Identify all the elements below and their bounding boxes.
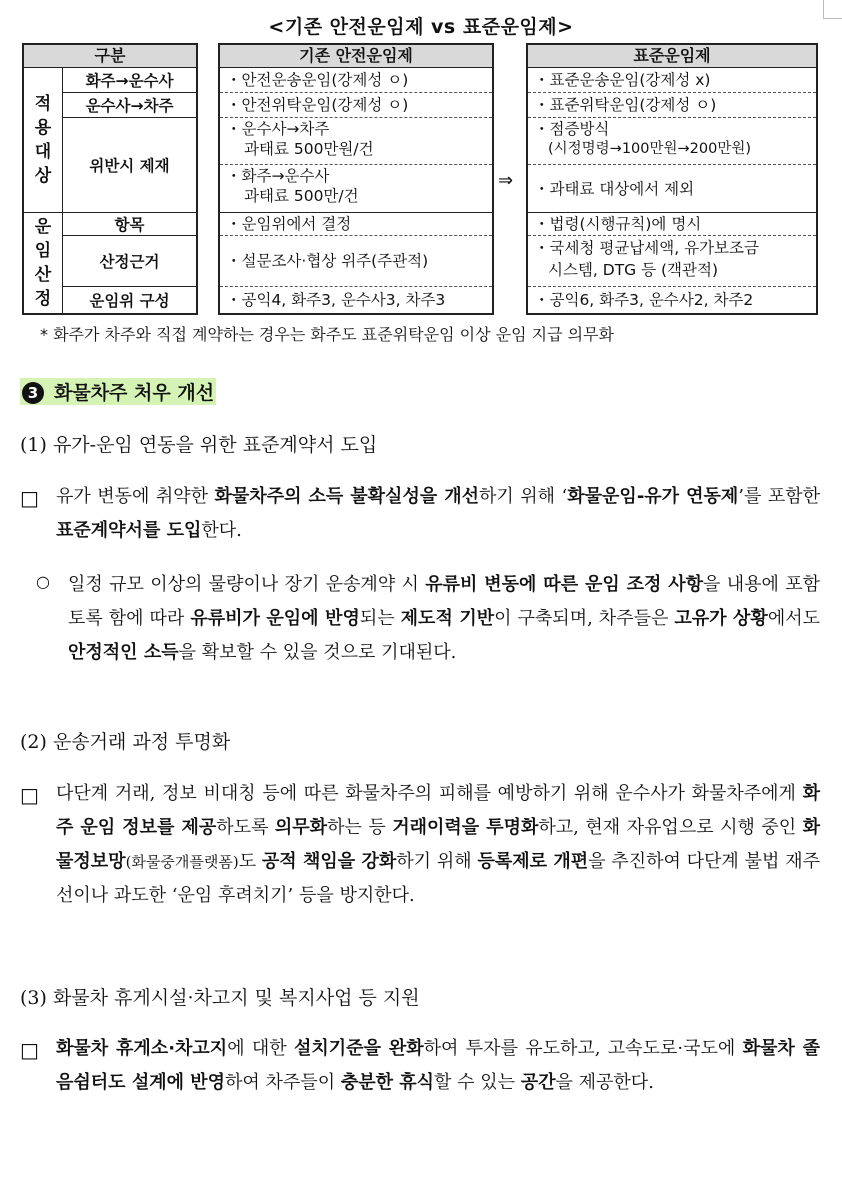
sub-2-title: (2) 운송거래 과정 투명화 — [20, 731, 231, 753]
new-r5-l2: 시스템, DTG 등 (객관적) — [548, 261, 719, 279]
old-r2: ・안전위탁운임(강제성 ㅇ) — [226, 96, 409, 114]
new-r2: ・표준위탁운임(강제성 ㅇ) — [534, 96, 717, 114]
header-old: 기존 안전운임제 — [220, 45, 492, 68]
old-r3a-l1: ・운수사→차주 — [226, 120, 330, 138]
square-bullet-icon: □ — [20, 1038, 39, 1062]
section-3-heading — [20, 378, 216, 405]
old-r6: ・공익4, 화주3, 운수사3, 차주3 — [226, 291, 446, 309]
old-r5: ・설문조사·협상 위주(주관적) — [226, 252, 429, 270]
group-fare: 운 임 산 정 — [34, 217, 52, 309]
old-r3b-l2: 과태료 500만/건 — [244, 187, 359, 205]
new-r3a-l1: ・점증방식 — [534, 120, 610, 138]
new-r5-l1: ・국세청 평균납세액, 유가보조금 — [534, 239, 759, 257]
new-r5 — [528, 237, 759, 281]
new-r3a-l2: (시정명령→100만원→200만원) — [548, 141, 752, 157]
sub-2-para-1: 다단계 거래, 정보 비대칭 등에 따른 화물차주의 피해를 예방하기 위해 운수사가 화물차주에게 화주 운임 정보를 제공하도록 의무화하는 등 거래이력을 투명화하고, 현재 자유업으로 시행 중인 화물정보망(화물중개플랫폼)도 공적 책임을 강화하기 위해 등록제로 개편을 추진하여 다단계 불법 재주선이나 과도한 ‘운임 후려치기’ 등을 방지한다. — [56, 783, 821, 906]
new-r6: ・공익6, 화주3, 운수사2, 차주2 — [534, 291, 754, 309]
table-title: <기존 안전운임제 vs 표준운임제> — [268, 16, 574, 38]
new-r3b: ・과태료 대상에서 제외 — [534, 179, 695, 198]
row-label-5: 산정근거 — [99, 253, 160, 271]
square-bullet-icon: □ — [20, 783, 39, 807]
old-r3a — [220, 119, 374, 159]
new-r1: ・표준운송운임(강제성 x) — [534, 70, 711, 89]
table-note: * 화주가 차주와 직접 계약하는 경우는 화주도 표준위탁운임 이상 운임 지급 의무화 — [40, 325, 614, 344]
row-label-3: 위반시 제재 — [89, 157, 170, 175]
table-new — [526, 43, 818, 315]
sub-1-para-1: 유가 변동에 취약한 화물차주의 소득 불확실성을 개선하기 위해 ‘화물운임-유가 연동제’를 포함한 표준계약서를 도입한다. — [56, 486, 820, 541]
sub-3-title: (3) 화물차 휴게시설·차고지 및 복지사업 등 지원 — [20, 987, 420, 1009]
table-old — [218, 43, 494, 315]
new-r4: ・법령(시행규칙)에 명시 — [534, 215, 702, 233]
arrow-icon: ⇒ — [498, 170, 514, 191]
group-scope: 적 용 대 상 — [34, 93, 52, 186]
circle-bullet-icon: ○ — [36, 572, 50, 591]
sub-3-para-1: 화물차 휴게소·차고지에 대한 설치기준을 완화하여 투자를 유도하고, 고속도로·국도에 화물차 졸음쉼터도 설계에 반영하여 차주들이 충분한 휴식할 수 있는 공간을 제공한다. — [56, 1038, 820, 1093]
sub-1-title: (1) 유가-운임 연동을 위한 표준계약서 도입 — [20, 434, 378, 456]
table-gubun — [22, 43, 198, 315]
header-gubun: 구분 — [24, 45, 196, 68]
new-r3a — [528, 119, 751, 159]
section-number-badge: 3 — [22, 382, 44, 404]
old-r3b — [220, 166, 359, 206]
row-label-1: 화주→운수사 — [85, 71, 174, 90]
sub-1-para-2: 일정 규모 이상의 물량이나 장기 운송계약 시 유류비 변동에 따른 운임 조정 사항을 내용에 포함토록 함에 따라 유류비가 운임에 반영되는 제도적 기반이 구축되며, 차주들은 고유가 상황에서도 안정적인 소득을 확보할 수 있을 것으로 기대된다. — [68, 574, 821, 663]
old-r4: ・운임위에서 결정 — [226, 215, 352, 233]
header-new: 표준운임제 — [528, 45, 816, 68]
row-label-4: 항목 — [114, 216, 145, 234]
old-r1: ・안전운송운임(강제성 ㅇ) — [226, 70, 409, 89]
section-3-title: 화물차주 처우 개선 — [54, 382, 215, 404]
row-label-2: 운수사→차주 — [85, 97, 174, 115]
old-r3a-l2: 과태료 500만원/건 — [244, 140, 374, 158]
row-label-6: 운임위 구성 — [89, 292, 170, 310]
old-r3b-l1: ・화주→운수사 — [226, 167, 330, 185]
square-bullet-icon: □ — [20, 486, 39, 510]
